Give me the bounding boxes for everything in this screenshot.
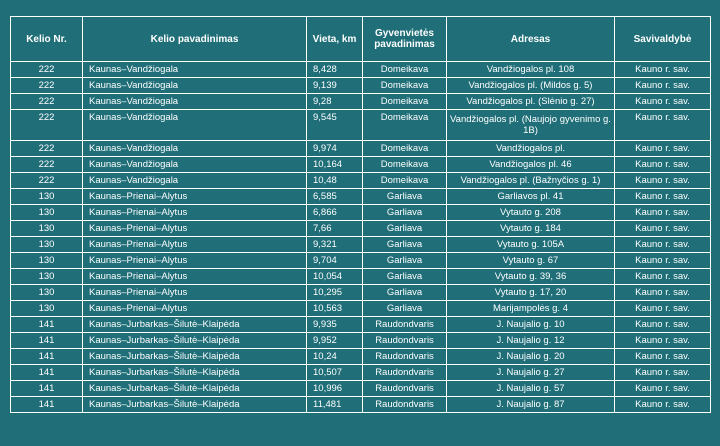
municipality-cell: Kauno r. sav. (615, 221, 711, 237)
municipality-cell: Kauno r. sav. (615, 189, 711, 205)
header-road-number: Kelio Nr. (11, 17, 83, 62)
table-row (11, 221, 711, 237)
road-number-cell: 130 (11, 237, 83, 253)
road-name-cell: Kaunas–Prienai–Alytus (83, 253, 307, 269)
road-name-cell: Kaunas–Jurbarkas–Šilutė–Klaipėda (83, 397, 307, 413)
header-location-km: Vieta, km (307, 17, 363, 62)
address-cell: Vandžiogalos pl. (447, 141, 615, 157)
settlement-cell: Raudondvaris (363, 397, 447, 413)
municipality-cell: Kauno r. sav. (615, 381, 711, 397)
table-row (11, 78, 711, 94)
table-row (11, 237, 711, 253)
address-cell: Vandžiogalos pl. 108 (447, 62, 615, 78)
road-name-cell: Kaunas–Jurbarkas–Šilutė–Klaipėda (83, 333, 307, 349)
address-cell: J. Naujalio g. 27 (447, 365, 615, 381)
location-km-cell: 10,48 (307, 173, 363, 189)
address-cell: Vytauto g. 67 (447, 253, 615, 269)
location-km-cell: 9,974 (307, 141, 363, 157)
road-number-cell: 130 (11, 269, 83, 285)
settlement-cell: Domeikava (363, 78, 447, 94)
address-cell: Vandžiogalos pl. 46 (447, 157, 615, 173)
road-name-cell: Kaunas–Prienai–Alytus (83, 301, 307, 317)
location-km-cell: 11,481 (307, 397, 363, 413)
municipality-cell: Kauno r. sav. (615, 349, 711, 365)
address-cell: Vandžiogalos pl. (Naujojo gyvenimo g. 1B) (447, 110, 615, 141)
road-name-cell: Kaunas–Vandžiogala (83, 173, 307, 189)
table-header (11, 17, 711, 62)
road-number-cell: 141 (11, 365, 83, 381)
road-name-cell: Kaunas–Vandžiogala (83, 78, 307, 94)
location-km-cell: 10,507 (307, 365, 363, 381)
road-name-cell: Kaunas–Vandžiogala (83, 141, 307, 157)
location-km-cell: 9,704 (307, 253, 363, 269)
address-cell: Vandžiogalos pl. (Bažnyčios g. 1) (447, 173, 615, 189)
road-number-cell: 222 (11, 157, 83, 173)
address-cell: Vytauto g. 105A (447, 237, 615, 253)
settlement-cell: Garliava (363, 301, 447, 317)
address-cell: Vytauto g. 39, 36 (447, 269, 615, 285)
road-name-cell: Kaunas–Jurbarkas–Šilutė–Klaipėda (83, 349, 307, 365)
road-number-cell: 222 (11, 173, 83, 189)
road-number-cell: 130 (11, 205, 83, 221)
municipality-cell: Kauno r. sav. (615, 253, 711, 269)
settlement-cell: Garliava (363, 269, 447, 285)
municipality-cell: Kauno r. sav. (615, 157, 711, 173)
settlement-cell: Domeikava (363, 157, 447, 173)
location-km-cell: 9,139 (307, 78, 363, 94)
location-km-cell: 10,295 (307, 285, 363, 301)
address-cell: J. Naujalio g. 10 (447, 317, 615, 333)
road-number-cell: 130 (11, 301, 83, 317)
road-name-cell: Kaunas–Jurbarkas–Šilutė–Klaipėda (83, 381, 307, 397)
road-name-cell: Kaunas–Prienai–Alytus (83, 237, 307, 253)
road-name-cell: Kaunas–Vandžiogala (83, 62, 307, 78)
header-row (11, 17, 711, 62)
road-name-cell: Kaunas–Prienai–Alytus (83, 269, 307, 285)
municipality-cell: Kauno r. sav. (615, 365, 711, 381)
road-number-cell: 222 (11, 94, 83, 110)
municipality-cell: Kauno r. sav. (615, 397, 711, 413)
settlement-cell: Domeikava (363, 173, 447, 189)
settlement-cell: Domeikava (363, 94, 447, 110)
settlement-cell: Garliava (363, 205, 447, 221)
settlement-cell: Garliava (363, 221, 447, 237)
municipality-cell: Kauno r. sav. (615, 94, 711, 110)
settlement-cell: Raudondvaris (363, 317, 447, 333)
road-number-cell: 130 (11, 285, 83, 301)
location-km-cell: 9,545 (307, 110, 363, 141)
municipality-cell: Kauno r. sav. (615, 173, 711, 189)
location-km-cell: 10,563 (307, 301, 363, 317)
road-locations-table (10, 16, 711, 413)
road-number-cell: 130 (11, 189, 83, 205)
municipality-cell: Kauno r. sav. (615, 110, 711, 141)
municipality-cell: Kauno r. sav. (615, 285, 711, 301)
municipality-cell: Kauno r. sav. (615, 317, 711, 333)
table-row (11, 189, 711, 205)
location-km-cell: 10,164 (307, 157, 363, 173)
road-number-cell: 222 (11, 110, 83, 141)
settlement-cell: Domeikava (363, 110, 447, 141)
location-km-cell: 10,054 (307, 269, 363, 285)
municipality-cell: Kauno r. sav. (615, 237, 711, 253)
municipality-cell: Kauno r. sav. (615, 205, 711, 221)
road-number-cell: 130 (11, 221, 83, 237)
location-km-cell: 6,866 (307, 205, 363, 221)
settlement-cell: Garliava (363, 285, 447, 301)
table-row (11, 333, 711, 349)
road-name-cell: Kaunas–Vandžiogala (83, 110, 307, 141)
table-row (11, 397, 711, 413)
road-number-cell: 141 (11, 333, 83, 349)
road-name-cell: Kaunas–Vandžiogala (83, 94, 307, 110)
address-cell: J. Naujalio g. 87 (447, 397, 615, 413)
header-address: Adresas (447, 17, 615, 62)
address-cell: Marijampolės g. 4 (447, 301, 615, 317)
road-number-cell: 141 (11, 317, 83, 333)
table-row (11, 62, 711, 78)
location-km-cell: 9,321 (307, 237, 363, 253)
table-frame (10, 16, 710, 434)
road-name-cell: Kaunas–Prienai–Alytus (83, 189, 307, 205)
table-row (11, 285, 711, 301)
location-km-cell: 9,935 (307, 317, 363, 333)
road-number-cell: 222 (11, 78, 83, 94)
address-cell: J. Naujalio g. 12 (447, 333, 615, 349)
table-row (11, 94, 711, 110)
road-number-cell: 141 (11, 349, 83, 365)
address-cell: Vandžiogalos pl. (Mildos g. 5) (447, 78, 615, 94)
road-number-cell: 141 (11, 381, 83, 397)
municipality-cell: Kauno r. sav. (615, 301, 711, 317)
table-row (11, 269, 711, 285)
location-km-cell: 7,66 (307, 221, 363, 237)
table-row (11, 301, 711, 317)
road-name-cell: Kaunas–Vandžiogala (83, 157, 307, 173)
location-km-cell: 9,952 (307, 333, 363, 349)
table-row (11, 157, 711, 173)
settlement-cell: Raudondvaris (363, 333, 447, 349)
municipality-cell: Kauno r. sav. (615, 269, 711, 285)
road-number-cell: 222 (11, 141, 83, 157)
table-row (11, 205, 711, 221)
road-name-cell: Kaunas–Prienai–Alytus (83, 205, 307, 221)
road-name-cell: Kaunas–Jurbarkas–Šilutė–Klaipėda (83, 365, 307, 381)
address-cell: Vandžiogalos pl. (Slėnio g. 27) (447, 94, 615, 110)
table-row (11, 110, 711, 141)
municipality-cell: Kauno r. sav. (615, 78, 711, 94)
location-km-cell: 10,996 (307, 381, 363, 397)
address-cell: Vytauto g. 208 (447, 205, 615, 221)
settlement-cell: Garliava (363, 189, 447, 205)
table-row (11, 317, 711, 333)
table-row (11, 349, 711, 365)
location-km-cell: 10,24 (307, 349, 363, 365)
table-row (11, 253, 711, 269)
header-settlement: Gyvenvietės pavadinimas (363, 17, 447, 62)
road-name-cell: Kaunas–Jurbarkas–Šilutė–Klaipėda (83, 317, 307, 333)
address-cell: Garliavos pl. 41 (447, 189, 615, 205)
settlement-cell: Domeikava (363, 141, 447, 157)
road-number-cell: 141 (11, 397, 83, 413)
header-municipality: Savivaldybė (615, 17, 711, 62)
table-body (11, 62, 711, 413)
header-road-name: Kelio pavadinimas (83, 17, 307, 62)
settlement-cell: Raudondvaris (363, 349, 447, 365)
address-cell: Vytauto g. 184 (447, 221, 615, 237)
location-km-cell: 9,28 (307, 94, 363, 110)
table-row (11, 365, 711, 381)
settlement-cell: Domeikava (363, 62, 447, 78)
road-number-cell: 130 (11, 253, 83, 269)
table-row (11, 173, 711, 189)
table-row (11, 381, 711, 397)
location-km-cell: 8,428 (307, 62, 363, 78)
municipality-cell: Kauno r. sav. (615, 333, 711, 349)
settlement-cell: Garliava (363, 253, 447, 269)
road-name-cell: Kaunas–Prienai–Alytus (83, 285, 307, 301)
road-name-cell: Kaunas–Prienai–Alytus (83, 221, 307, 237)
table-row (11, 141, 711, 157)
settlement-cell: Garliava (363, 237, 447, 253)
road-number-cell: 222 (11, 62, 83, 78)
address-cell: J. Naujalio g. 57 (447, 381, 615, 397)
municipality-cell: Kauno r. sav. (615, 62, 711, 78)
settlement-cell: Raudondvaris (363, 381, 447, 397)
address-cell: J. Naujalio g. 20 (447, 349, 615, 365)
location-km-cell: 6,585 (307, 189, 363, 205)
address-cell: Vytauto g. 17, 20 (447, 285, 615, 301)
settlement-cell: Raudondvaris (363, 365, 447, 381)
municipality-cell: Kauno r. sav. (615, 141, 711, 157)
